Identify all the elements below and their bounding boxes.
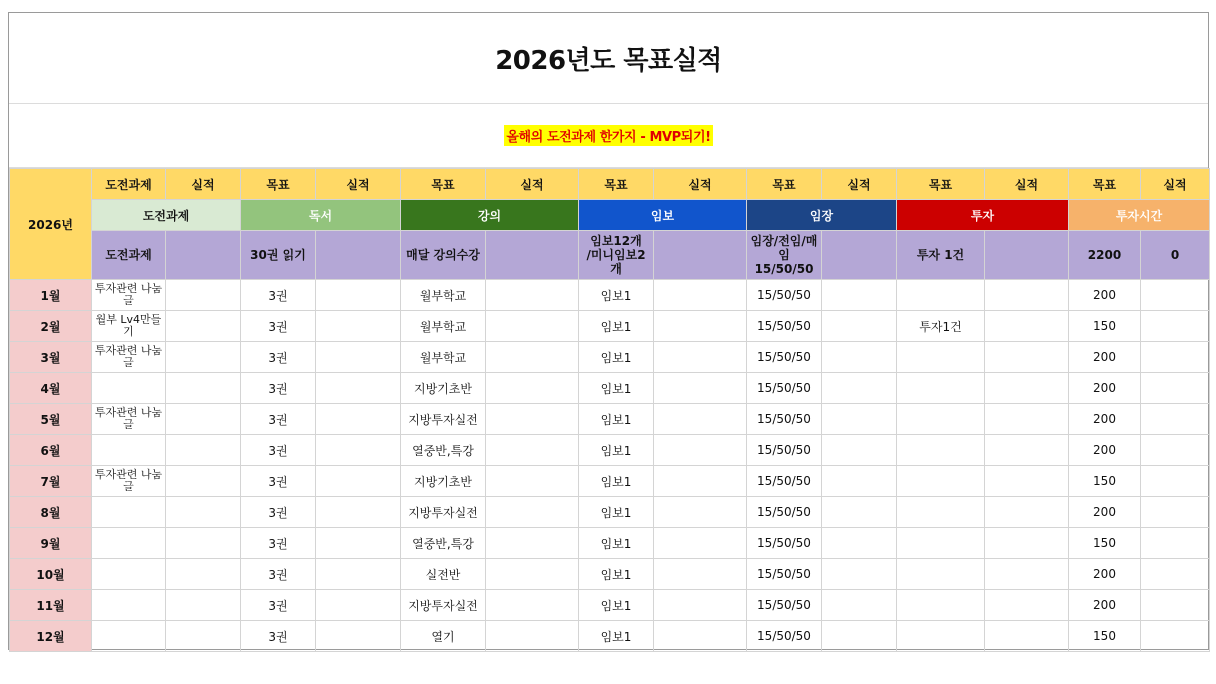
category-invest[interactable]: 투자 bbox=[897, 200, 1069, 231]
cell-time[interactable]: 200 bbox=[1069, 373, 1141, 404]
cell-time[interactable]: 200 bbox=[1069, 590, 1141, 621]
cell-imbo-actual[interactable] bbox=[654, 280, 747, 311]
month-row bbox=[10, 342, 1210, 373]
cell-challenge[interactable]: 월부 Lv4만들기 bbox=[92, 311, 166, 342]
cell-challenge[interactable] bbox=[92, 435, 166, 466]
cell-challenge[interactable] bbox=[92, 559, 166, 590]
month-row bbox=[10, 621, 1210, 652]
category-reading[interactable]: 독서 bbox=[241, 200, 401, 231]
cell-imbo[interactable]: 임보1 bbox=[579, 497, 654, 528]
cell-invest-actual[interactable] bbox=[985, 373, 1069, 404]
month-label[interactable]: 1월 bbox=[10, 280, 92, 311]
month-label[interactable]: 8월 bbox=[10, 497, 92, 528]
cell-challenge[interactable]: 투자관련 나눔글 bbox=[92, 280, 166, 311]
cell-invest[interactable] bbox=[897, 342, 985, 373]
cell-imbo-actual[interactable] bbox=[654, 342, 747, 373]
cell-reading-actual[interactable] bbox=[316, 342, 401, 373]
cell-imjang[interactable]: 15/50/50 bbox=[747, 280, 822, 311]
cell-imjang-actual[interactable] bbox=[822, 373, 897, 404]
cell-reading-actual[interactable] bbox=[316, 373, 401, 404]
category-invest-time[interactable]: 투자시간 bbox=[1069, 200, 1210, 231]
cell-imbo[interactable]: 임보1 bbox=[579, 590, 654, 621]
header-cell[interactable]: 목표 bbox=[897, 169, 985, 200]
cell-time-actual[interactable] bbox=[1141, 466, 1210, 497]
cell-lecture-actual[interactable] bbox=[486, 497, 579, 528]
header-cell[interactable]: 실적 bbox=[166, 169, 241, 200]
cell-imjang[interactable]: 15/50/50 bbox=[747, 590, 822, 621]
header-cell[interactable]: 목표 bbox=[1069, 169, 1141, 200]
cell-imbo[interactable]: 임보1 bbox=[579, 280, 654, 311]
cell-reading[interactable]: 3권 bbox=[241, 497, 316, 528]
cell-lecture[interactable]: 지방기초반 bbox=[401, 466, 486, 497]
cell-imjang[interactable]: 15/50/50 bbox=[747, 528, 822, 559]
cell-reading[interactable]: 3권 bbox=[241, 621, 316, 652]
cell-lecture[interactable]: 열중반,특강 bbox=[401, 435, 486, 466]
goal-reading[interactable]: 30권 읽기 bbox=[241, 231, 316, 280]
header-cell[interactable]: 실적 bbox=[654, 169, 747, 200]
category-imjang[interactable]: 임장 bbox=[747, 200, 897, 231]
cell-challenge-actual[interactable] bbox=[166, 342, 241, 373]
cell-time[interactable]: 200 bbox=[1069, 497, 1141, 528]
cell-reading[interactable]: 3권 bbox=[241, 559, 316, 590]
cell-challenge[interactable]: 투자관련 나눔글 bbox=[92, 466, 166, 497]
cell-imbo-actual[interactable] bbox=[654, 528, 747, 559]
cell-imbo[interactable]: 임보1 bbox=[579, 373, 654, 404]
cell-time-actual[interactable] bbox=[1141, 435, 1210, 466]
month-row bbox=[10, 559, 1210, 590]
cell-lecture-actual[interactable] bbox=[486, 559, 579, 590]
cell-imjang[interactable]: 15/50/50 bbox=[747, 466, 822, 497]
cell-invest-actual[interactable] bbox=[985, 280, 1069, 311]
cell-challenge-actual[interactable] bbox=[166, 559, 241, 590]
month-row bbox=[10, 373, 1210, 404]
goal-lecture[interactable]: 매달 강의수강 bbox=[401, 231, 486, 280]
cell-invest-actual[interactable] bbox=[985, 621, 1069, 652]
header-cell[interactable]: 목표 bbox=[579, 169, 654, 200]
cell-invest[interactable] bbox=[897, 590, 985, 621]
cell-imbo[interactable]: 임보1 bbox=[579, 342, 654, 373]
cell-invest[interactable] bbox=[897, 404, 985, 435]
goal-cell-empty[interactable] bbox=[316, 231, 401, 280]
cell-invest-actual[interactable] bbox=[985, 435, 1069, 466]
year-cell[interactable]: 2026년 bbox=[10, 169, 92, 280]
month-label[interactable]: 11월 bbox=[10, 590, 92, 621]
month-row bbox=[10, 435, 1210, 466]
cell-invest[interactable] bbox=[897, 528, 985, 559]
category-challenge[interactable]: 도전과제 bbox=[92, 200, 241, 231]
cell-reading[interactable]: 3권 bbox=[241, 373, 316, 404]
cell-lecture[interactable]: 지방투자실전 bbox=[401, 590, 486, 621]
cell-imjang-actual[interactable] bbox=[822, 280, 897, 311]
cell-challenge-actual[interactable] bbox=[166, 435, 241, 466]
month-label[interactable]: 5월 bbox=[10, 404, 92, 435]
cell-challenge-actual[interactable] bbox=[166, 621, 241, 652]
month-label[interactable]: 7월 bbox=[10, 466, 92, 497]
goal-table-body bbox=[10, 169, 1210, 652]
month-row bbox=[10, 404, 1210, 435]
cell-lecture-actual[interactable] bbox=[486, 590, 579, 621]
cell-challenge[interactable] bbox=[92, 621, 166, 652]
cell-imjang-actual[interactable] bbox=[822, 311, 897, 342]
cell-invest-actual[interactable] bbox=[985, 497, 1069, 528]
cell-imjang[interactable]: 15/50/50 bbox=[747, 435, 822, 466]
month-label[interactable]: 10월 bbox=[10, 559, 92, 590]
challenge-banner: 올해의 도전과제 한가지 - MVP되기! bbox=[504, 125, 712, 146]
cell-imjang[interactable]: 15/50/50 bbox=[747, 621, 822, 652]
cell-time-actual[interactable] bbox=[1141, 373, 1210, 404]
cell-imbo[interactable]: 임보1 bbox=[579, 621, 654, 652]
goal-cell-empty[interactable] bbox=[654, 231, 747, 280]
cell-imjang[interactable]: 15/50/50 bbox=[747, 404, 822, 435]
cell-invest-actual[interactable] bbox=[985, 528, 1069, 559]
cell-time[interactable]: 200 bbox=[1069, 280, 1141, 311]
category-lecture[interactable]: 강의 bbox=[401, 200, 579, 231]
cell-imjang-actual[interactable] bbox=[822, 435, 897, 466]
cell-reading-actual[interactable] bbox=[316, 497, 401, 528]
month-label[interactable]: 9월 bbox=[10, 528, 92, 559]
cell-imjang-actual[interactable] bbox=[822, 497, 897, 528]
cell-reading-actual[interactable] bbox=[316, 435, 401, 466]
cell-time-actual[interactable] bbox=[1141, 559, 1210, 590]
header-cell[interactable]: 도전과제 bbox=[92, 169, 166, 200]
cell-time-actual[interactable] bbox=[1141, 621, 1210, 652]
cell-imjang[interactable]: 15/50/50 bbox=[747, 559, 822, 590]
cell-reading[interactable]: 3권 bbox=[241, 590, 316, 621]
header-cell[interactable]: 실적 bbox=[985, 169, 1069, 200]
cell-invest-actual[interactable] bbox=[985, 311, 1069, 342]
header-cell[interactable]: 실적 bbox=[1141, 169, 1210, 200]
cell-challenge-actual[interactable] bbox=[166, 373, 241, 404]
cell-imbo-actual[interactable] bbox=[654, 435, 747, 466]
cell-reading-actual[interactable] bbox=[316, 621, 401, 652]
cell-lecture[interactable]: 월부학교 bbox=[401, 342, 486, 373]
cell-lecture-actual[interactable] bbox=[486, 404, 579, 435]
goal-time-actual[interactable]: 0 bbox=[1141, 231, 1210, 280]
category-row bbox=[10, 200, 1210, 231]
cell-imbo-actual[interactable] bbox=[654, 466, 747, 497]
header-cell[interactable]: 목표 bbox=[401, 169, 486, 200]
cell-imjang-actual[interactable] bbox=[822, 621, 897, 652]
cell-imbo-actual[interactable] bbox=[654, 311, 747, 342]
cell-lecture[interactable]: 열기 bbox=[401, 621, 486, 652]
goal-cell-empty[interactable] bbox=[486, 231, 579, 280]
cell-challenge[interactable] bbox=[92, 590, 166, 621]
goal-cell-empty[interactable] bbox=[822, 231, 897, 280]
cell-imbo-actual[interactable] bbox=[654, 559, 747, 590]
cell-challenge[interactable] bbox=[92, 497, 166, 528]
cell-time-actual[interactable] bbox=[1141, 497, 1210, 528]
cell-challenge-actual[interactable] bbox=[166, 497, 241, 528]
cell-challenge[interactable]: 투자관련 나눔글 bbox=[92, 342, 166, 373]
goal-cell-empty[interactable] bbox=[166, 231, 241, 280]
cell-imbo[interactable]: 임보1 bbox=[579, 404, 654, 435]
cell-lecture[interactable]: 지방기초반 bbox=[401, 373, 486, 404]
cell-imbo[interactable]: 임보1 bbox=[579, 466, 654, 497]
page-title: 2026년도 목표실적 bbox=[495, 45, 722, 76]
cell-challenge-actual[interactable] bbox=[166, 280, 241, 311]
cell-challenge[interactable] bbox=[92, 528, 166, 559]
cell-lecture-actual[interactable] bbox=[486, 311, 579, 342]
month-row bbox=[10, 497, 1210, 528]
goal-cell-empty[interactable] bbox=[985, 231, 1069, 280]
cell-time-actual[interactable] bbox=[1141, 404, 1210, 435]
cell-lecture-actual[interactable] bbox=[486, 528, 579, 559]
cell-invest[interactable] bbox=[897, 280, 985, 311]
goal-invest[interactable]: 투자 1건 bbox=[897, 231, 985, 280]
cell-challenge-actual[interactable] bbox=[166, 466, 241, 497]
header-row bbox=[10, 169, 1210, 200]
cell-time[interactable]: 200 bbox=[1069, 342, 1141, 373]
cell-lecture[interactable]: 열중반,특강 bbox=[401, 528, 486, 559]
goal-row bbox=[10, 231, 1210, 280]
cell-invest[interactable]: 투자1건 bbox=[897, 311, 985, 342]
cell-time[interactable]: 200 bbox=[1069, 404, 1141, 435]
goal-time-target[interactable]: 2200 bbox=[1069, 231, 1141, 280]
cell-imbo-actual[interactable] bbox=[654, 404, 747, 435]
cell-imbo-actual[interactable] bbox=[654, 373, 747, 404]
cell-challenge[interactable]: 투자관련 나눔글 bbox=[92, 404, 166, 435]
cell-challenge-actual[interactable] bbox=[166, 311, 241, 342]
cell-time[interactable]: 150 bbox=[1069, 528, 1141, 559]
cell-invest-actual[interactable] bbox=[985, 404, 1069, 435]
cell-invest[interactable] bbox=[897, 466, 985, 497]
header-cell[interactable]: 실적 bbox=[316, 169, 401, 200]
month-label[interactable]: 4월 bbox=[10, 373, 92, 404]
cell-lecture[interactable]: 월부학교 bbox=[401, 311, 486, 342]
cell-imbo-actual[interactable] bbox=[654, 497, 747, 528]
cell-reading-actual[interactable] bbox=[316, 590, 401, 621]
cell-imbo[interactable]: 임보1 bbox=[579, 528, 654, 559]
cell-invest-actual[interactable] bbox=[985, 342, 1069, 373]
cell-challenge-actual[interactable] bbox=[166, 528, 241, 559]
month-label[interactable]: 6월 bbox=[10, 435, 92, 466]
cell-reading-actual[interactable] bbox=[316, 404, 401, 435]
cell-imbo[interactable]: 임보1 bbox=[579, 311, 654, 342]
cell-reading[interactable]: 3권 bbox=[241, 435, 316, 466]
header-cell[interactable]: 목표 bbox=[747, 169, 822, 200]
cell-lecture[interactable]: 월부학교 bbox=[401, 280, 486, 311]
month-row bbox=[10, 590, 1210, 621]
cell-lecture-actual[interactable] bbox=[486, 435, 579, 466]
cell-challenge-actual[interactable] bbox=[166, 590, 241, 621]
cell-imjang-actual[interactable] bbox=[822, 559, 897, 590]
cell-lecture-actual[interactable] bbox=[486, 373, 579, 404]
challenge-band bbox=[9, 103, 1208, 168]
goal-imbo[interactable]: 임보12개 /미니임보2개 bbox=[579, 231, 654, 280]
header-cell[interactable]: 실적 bbox=[822, 169, 897, 200]
cell-lecture-actual[interactable] bbox=[486, 342, 579, 373]
cell-reading[interactable]: 3권 bbox=[241, 311, 316, 342]
cell-time[interactable]: 150 bbox=[1069, 466, 1141, 497]
cell-imjang[interactable]: 15/50/50 bbox=[747, 311, 822, 342]
cell-imbo[interactable]: 임보1 bbox=[579, 435, 654, 466]
cell-invest-actual[interactable] bbox=[985, 559, 1069, 590]
cell-invest-actual[interactable] bbox=[985, 590, 1069, 621]
cell-lecture-actual[interactable] bbox=[486, 280, 579, 311]
cell-reading-actual[interactable] bbox=[316, 528, 401, 559]
cell-invest[interactable] bbox=[897, 435, 985, 466]
goal-sheet bbox=[8, 12, 1209, 650]
month-label[interactable]: 12월 bbox=[10, 621, 92, 652]
cell-imjang[interactable]: 15/50/50 bbox=[747, 497, 822, 528]
cell-imbo-actual[interactable] bbox=[654, 590, 747, 621]
month-label[interactable]: 2월 bbox=[10, 311, 92, 342]
goal-challenge[interactable]: 도전과제 bbox=[92, 231, 166, 280]
cell-lecture-actual[interactable] bbox=[486, 466, 579, 497]
cell-time-actual[interactable] bbox=[1141, 342, 1210, 373]
month-row bbox=[10, 528, 1210, 559]
cell-time-actual[interactable] bbox=[1141, 590, 1210, 621]
cell-imjang[interactable]: 15/50/50 bbox=[747, 342, 822, 373]
title-band bbox=[9, 13, 1208, 104]
cell-reading-actual[interactable] bbox=[316, 311, 401, 342]
cell-time-actual[interactable] bbox=[1141, 280, 1210, 311]
month-label[interactable]: 3월 bbox=[10, 342, 92, 373]
header-cell[interactable]: 목표 bbox=[241, 169, 316, 200]
goal-imjang[interactable]: 임장/전임/매임 15/50/50 bbox=[747, 231, 822, 280]
cell-imjang[interactable]: 15/50/50 bbox=[747, 373, 822, 404]
cell-invest[interactable] bbox=[897, 559, 985, 590]
goal-table bbox=[9, 168, 1210, 652]
cell-challenge-actual[interactable] bbox=[166, 404, 241, 435]
cell-imbo[interactable]: 임보1 bbox=[579, 559, 654, 590]
cell-invest[interactable] bbox=[897, 373, 985, 404]
cell-invest[interactable] bbox=[897, 497, 985, 528]
month-row bbox=[10, 466, 1210, 497]
cell-reading[interactable]: 3권 bbox=[241, 466, 316, 497]
cell-reading[interactable]: 3권 bbox=[241, 528, 316, 559]
cell-imjang-actual[interactable] bbox=[822, 342, 897, 373]
cell-challenge[interactable] bbox=[92, 373, 166, 404]
cell-reading-actual[interactable] bbox=[316, 280, 401, 311]
month-row bbox=[10, 280, 1210, 311]
cell-imjang-actual[interactable] bbox=[822, 528, 897, 559]
cell-time[interactable]: 150 bbox=[1069, 621, 1141, 652]
cell-reading[interactable]: 3권 bbox=[241, 280, 316, 311]
header-cell[interactable]: 실적 bbox=[486, 169, 579, 200]
cell-reading-actual[interactable] bbox=[316, 559, 401, 590]
cell-time[interactable]: 150 bbox=[1069, 311, 1141, 342]
cell-reading-actual[interactable] bbox=[316, 466, 401, 497]
cell-lecture-actual[interactable] bbox=[486, 621, 579, 652]
cell-time-actual[interactable] bbox=[1141, 528, 1210, 559]
cell-time[interactable]: 200 bbox=[1069, 559, 1141, 590]
month-row bbox=[10, 311, 1210, 342]
cell-imjang-actual[interactable] bbox=[822, 404, 897, 435]
cell-reading[interactable]: 3권 bbox=[241, 342, 316, 373]
cell-lecture[interactable]: 지방투자실전 bbox=[401, 404, 486, 435]
cell-invest-actual[interactable] bbox=[985, 466, 1069, 497]
category-imbo[interactable]: 임보 bbox=[579, 200, 747, 231]
cell-time-actual[interactable] bbox=[1141, 311, 1210, 342]
cell-time[interactable]: 200 bbox=[1069, 435, 1141, 466]
cell-lecture[interactable]: 지방투자실전 bbox=[401, 497, 486, 528]
cell-imjang-actual[interactable] bbox=[822, 590, 897, 621]
cell-reading[interactable]: 3권 bbox=[241, 404, 316, 435]
cell-invest[interactable] bbox=[897, 621, 985, 652]
cell-lecture[interactable]: 실전반 bbox=[401, 559, 486, 590]
cell-imjang-actual[interactable] bbox=[822, 466, 897, 497]
cell-imbo-actual[interactable] bbox=[654, 621, 747, 652]
